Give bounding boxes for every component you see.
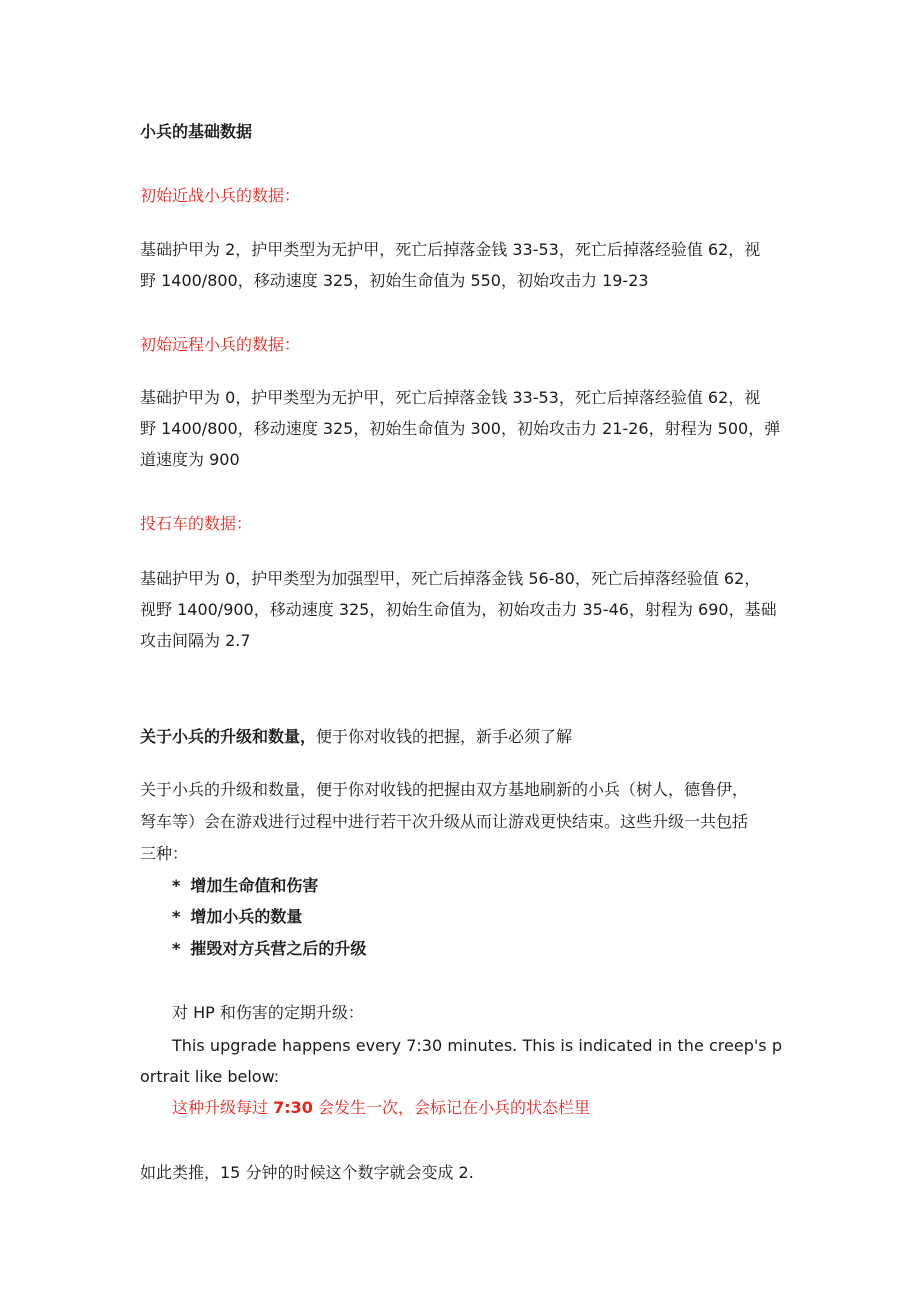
english-line-1: This upgrade happens every 7:30 minutes. This is indicated in the creep's p bbox=[172, 1036, 782, 1055]
melee-heading: 初始近战小兵的数据： bbox=[140, 186, 301, 205]
upgrade-intro-line-2: 弩车等）会在游戏进行过程中进行若干次升级从而让游戏更快结束。这些升级一共包括 bbox=[140, 812, 749, 831]
ranged-text-line-1: 基础护甲为 0，护甲类型为无护甲，死亡后掉落金钱 33-53，死亡后掉落经验值 62，视 bbox=[140, 388, 761, 407]
bullet-item-3 bbox=[172, 939, 366, 959]
hp-upgrade-title: 对 HP 和伤害的定期升级： bbox=[172, 1003, 364, 1022]
upgrade-intro-line-3: 三种： bbox=[140, 844, 189, 863]
catapult-text-line-3: 攻击间隔为 2.7 bbox=[140, 631, 251, 650]
bullet-item-label: 增加小兵的数量 bbox=[190, 907, 303, 926]
section-title: 小兵的基础数据 bbox=[140, 122, 253, 141]
melee-text-line-2: 野 1400/800，移动速度 325，初始生命值为 550，初始攻击力 19-23 bbox=[140, 271, 649, 290]
ranged-text-line-3: 道速度为 900 bbox=[140, 450, 240, 469]
bullet-star-icon: * bbox=[172, 876, 181, 895]
upgrade-red-note bbox=[172, 1098, 590, 1118]
catapult-heading: 投石车的数据： bbox=[140, 514, 253, 533]
upgrade-intro-line-1: 关于小兵的升级和数量，便于你对收钱的把握由双方基地刷新的小兵（树人，德鲁伊， bbox=[140, 780, 749, 799]
red-note-suffix: 会发生一次，会标记在小兵的状态栏里 bbox=[312, 1098, 590, 1117]
footer-note: 如此类推，15 分钟的时候这个数字就会变成 2. bbox=[140, 1163, 474, 1182]
melee-text-line-1: 基础护甲为 2，护甲类型为无护甲，死亡后掉落金钱 33-53，死亡后掉落经验值 62，视 bbox=[140, 240, 761, 259]
red-note-time: 7:30 bbox=[273, 1098, 313, 1117]
red-note-prefix: 这种升级每过 bbox=[172, 1098, 274, 1117]
bullet-item-label: 摧毁对方兵营之后的升级 bbox=[190, 939, 367, 958]
bullet-star-icon: * bbox=[172, 939, 181, 958]
ranged-text-line-2: 野 1400/800，移动速度 325，初始生命值为 300，初始攻击力 21-26，射程为 500，弹 bbox=[140, 419, 781, 438]
bullet-item-label: 增加生命值和伤害 bbox=[190, 876, 319, 895]
upgrade-heading-rest: 便于你对收钱的把握，新手必须了解 bbox=[316, 727, 573, 746]
bullet-item-2 bbox=[172, 907, 302, 927]
catapult-text-line-2: 视野 1400/900，移动速度 325，初始生命值为，初始攻击力 35-46，射程为 690，基础 bbox=[140, 600, 777, 619]
ranged-heading: 初始远程小兵的数据： bbox=[140, 335, 301, 354]
english-line-2: ortrait like below: bbox=[140, 1067, 280, 1086]
catapult-text-line-1: 基础护甲为 0，护甲类型为加强型甲，死亡后掉落金钱 56-80，死亡后掉落经验值 62， bbox=[140, 569, 761, 588]
bullet-star-icon: * bbox=[172, 907, 181, 926]
bullet-item-1 bbox=[172, 876, 318, 896]
upgrade-heading bbox=[140, 727, 572, 747]
upgrade-heading-bold: 关于小兵的升级和数量， bbox=[140, 727, 317, 746]
